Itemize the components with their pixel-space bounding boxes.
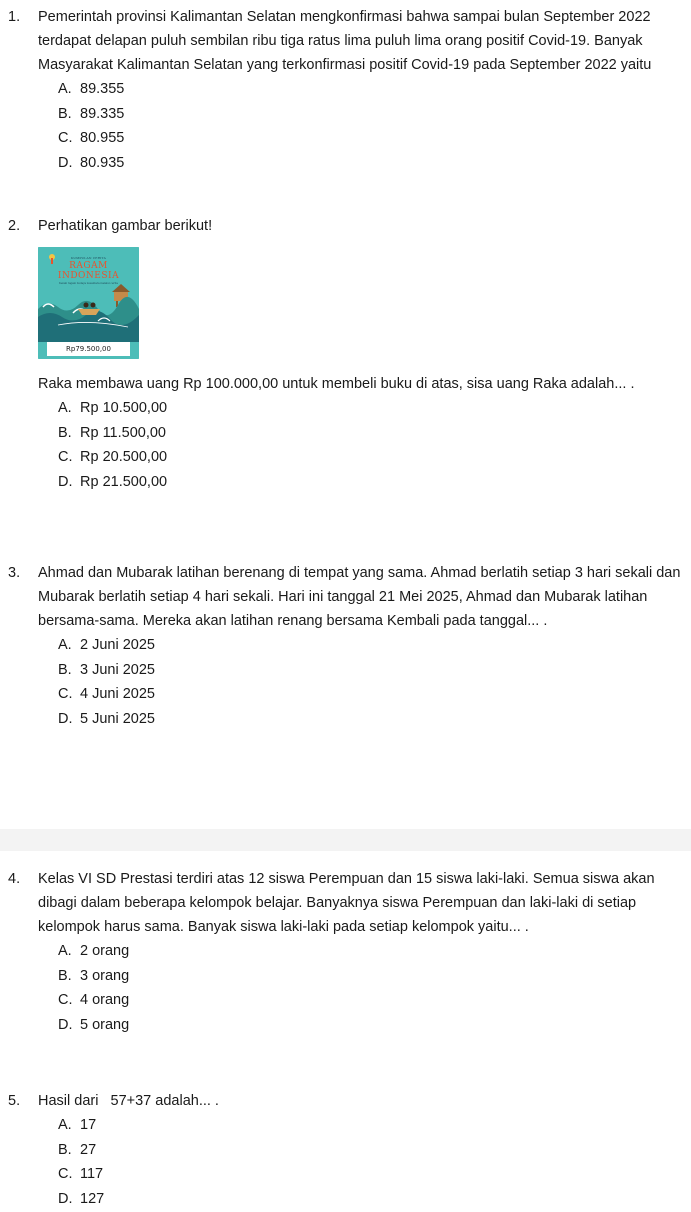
question-text: Hasil dari 57+37 adalah... . xyxy=(38,1093,219,1109)
question-2 xyxy=(0,214,691,238)
option-d[interactable]: D. Rp 21.500,00 xyxy=(58,473,168,490)
book-title-line1: RAGAM xyxy=(69,261,108,271)
option-a[interactable]: A. 17 xyxy=(58,1117,97,1133)
option-d[interactable]: D. 80.935 xyxy=(58,154,125,171)
options-list xyxy=(58,1113,691,1211)
options-list xyxy=(58,939,691,1037)
question-text: Perhatikan gambar berikut! xyxy=(38,218,213,234)
question-5 xyxy=(0,1089,691,1211)
option-c[interactable]: C. 4 Juni 2025 xyxy=(58,686,155,702)
options-list xyxy=(58,77,691,175)
option-d[interactable]: D. 5 orang xyxy=(58,1016,130,1033)
question-number: 3. xyxy=(8,565,21,581)
question-number: 5. xyxy=(8,1093,21,1109)
question-text: Pemerintah provinsi Kalimantan Selatan mengkonfirmasi bahwa sampai bulan September 2022 terdapat delapan puluh sembilan ribu tiga ratus lima puluh lima orang positif Covid-19. Banyak Masyarakat Kalimantan Selatan yang terkonfirmasi positif Covid-19 pada September 2022 yaitu xyxy=(38,9,652,73)
option-a[interactable]: A. 2 Juni 2025 xyxy=(58,637,155,653)
option-a[interactable]: A. 2 orang xyxy=(58,943,130,959)
option-a[interactable]: A. Rp 10.500,00 xyxy=(58,400,168,416)
question-number: 2. xyxy=(8,218,21,234)
question-3 xyxy=(0,561,691,731)
option-a[interactable]: A. 89.355 xyxy=(58,81,125,97)
question-number: 1. xyxy=(8,9,21,25)
question-2-body xyxy=(0,372,691,494)
question-text: Kelas VI SD Prestasi terdiri atas 12 siswa Perempuan dan 15 siswa laki-laki. Semua siswa akan dibagi dalam beberapa kelompok belajar. Banyaknya siswa Perempuan dan laki-laki di setiap kelompok harus sama. Banyak siswa laki-laki pada setiap kelompok yaitu... . xyxy=(38,871,655,935)
question-4 xyxy=(0,867,691,1037)
book-cover-image xyxy=(38,247,139,359)
option-b[interactable]: B. Rp 11.500,00 xyxy=(58,424,166,441)
option-b[interactable]: B. 3 Juni 2025 xyxy=(58,661,155,678)
question-text: Raka membawa uang Rp 100.000,00 untuk membeli buku di atas, sisa uang Raka adalah... . xyxy=(38,376,635,392)
book-subtitle: Kenali ragam budaya nusantara melalui cerita xyxy=(59,282,118,285)
option-c[interactable]: C. 80.955 xyxy=(58,130,125,146)
book-price: Rp79.500,00 xyxy=(47,342,130,356)
book-series: KUMPULAN CERITA xyxy=(71,256,106,260)
option-d[interactable]: D. 127 xyxy=(58,1190,105,1207)
book-title-line2: INDONESIA xyxy=(57,271,120,281)
option-d[interactable]: D. 5 Juni 2025 xyxy=(58,710,155,727)
option-c[interactable]: C. 4 orang xyxy=(58,992,130,1008)
question-1 xyxy=(0,5,691,175)
question-text: Ahmad dan Mubarak latihan berenang di tempat yang sama. Ahmad berlatih setiap 3 hari sekali dan Mubarak berlatih setiap 4 hari sekali. Hari ini tanggal 21 Mei 2025, Ahmad dan Mubarak latihan bersama-sama. Mereka akan latihan renang bersama Kembali pada tanggal... . xyxy=(38,565,681,629)
option-c[interactable]: C. 117 xyxy=(58,1166,104,1182)
options-list xyxy=(58,396,691,494)
options-list xyxy=(58,633,691,731)
option-c[interactable]: C. Rp 20.500,00 xyxy=(58,449,168,465)
question-number: 4. xyxy=(8,871,21,887)
option-b[interactable]: B. 89.335 xyxy=(58,105,125,122)
option-b[interactable]: B. 27 xyxy=(58,1141,97,1158)
page-divider-band xyxy=(0,829,691,851)
option-b[interactable]: B. 3 orang xyxy=(58,967,130,984)
